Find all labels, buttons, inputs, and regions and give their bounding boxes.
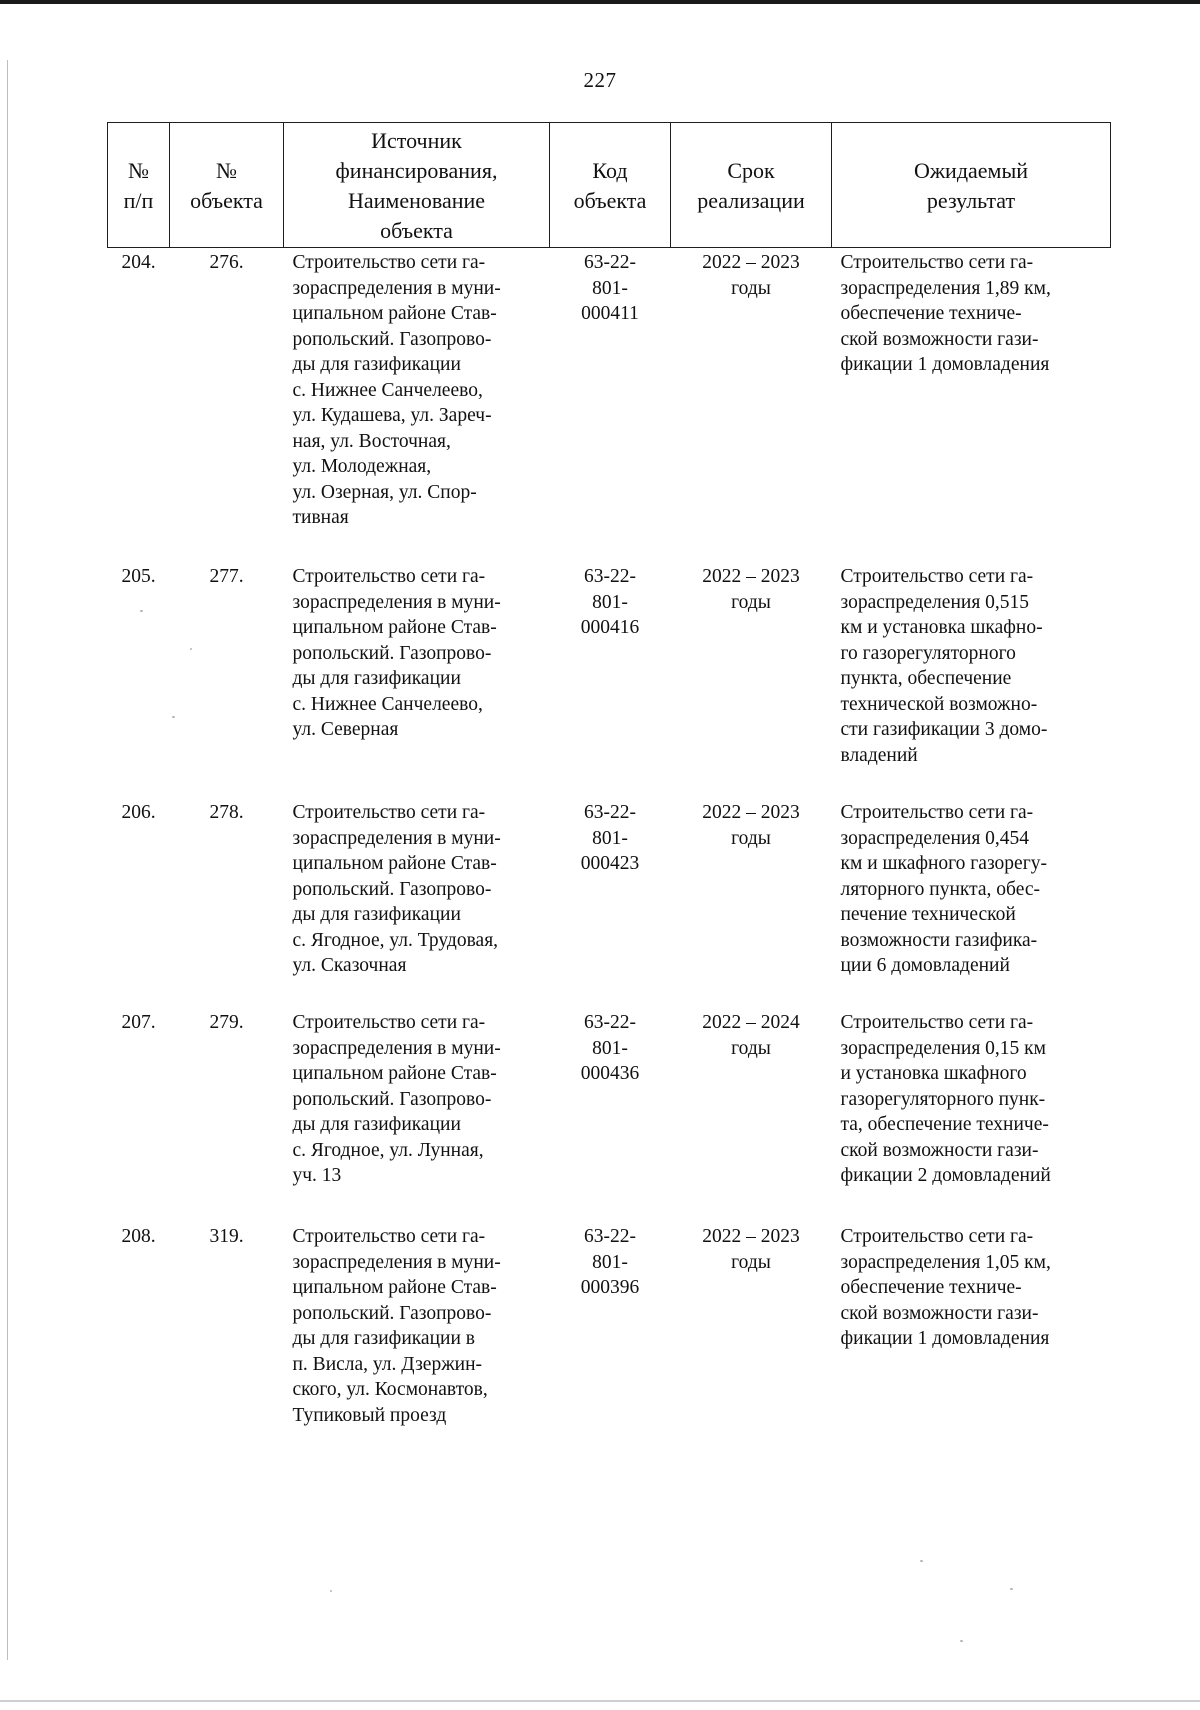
- text-line: результат: [926, 188, 1016, 213]
- text-line: го газорегуляторного: [840, 642, 1016, 664]
- object-code: [550, 248, 671, 565]
- text-line: с. Нижнее Санчелеево,: [292, 379, 483, 401]
- text-line: ул. Северная: [292, 719, 399, 740]
- text-line: ропольский. Газопрово-: [292, 1088, 492, 1110]
- funding-source: [284, 564, 550, 800]
- text-line: зораспределения 0,15 км: [840, 1037, 1046, 1059]
- text-line: Срок: [727, 158, 775, 183]
- text-line: обеспечение техниче-: [840, 1277, 1022, 1298]
- header-row-number: [108, 123, 170, 248]
- text-line: зораспределения в муни-: [292, 591, 501, 613]
- text-line: ской возможности гази-: [840, 328, 1039, 350]
- text-line: годы: [731, 827, 771, 849]
- funding-source: [284, 800, 550, 1010]
- expected-result: [832, 1224, 1111, 1464]
- text-line: ная, ул. Восточная,: [292, 430, 451, 452]
- text-line: зораспределения 1,05 км,: [840, 1251, 1051, 1273]
- scan-speck: [140, 610, 143, 612]
- text-line: Строительство сети га-: [292, 252, 486, 273]
- implementation-term: [671, 800, 832, 1010]
- text-line: обеспечение техниче-: [840, 303, 1022, 324]
- text-line: 000411: [581, 303, 639, 324]
- text-line: 63-22-: [584, 802, 636, 823]
- text-line: Строительство сети га-: [292, 1012, 486, 1033]
- text-line: зораспределения в муни-: [292, 827, 501, 849]
- text-line: Строительство сети га-: [840, 802, 1034, 823]
- scan-top-border: [0, 0, 1200, 4]
- object-number: 319.: [209, 1226, 244, 1247]
- scan-speck: [1010, 1588, 1013, 1590]
- text-line: ского, ул. Космонавтов,: [292, 1379, 488, 1400]
- scan-speck: [172, 716, 175, 718]
- text-line: 801-: [592, 591, 628, 613]
- object-code: [550, 564, 671, 800]
- text-line: фикации 2 домовладений: [840, 1165, 1051, 1186]
- text-line: ды для газификации в: [292, 1328, 475, 1349]
- text-line: ции 6 домовладений: [840, 955, 1010, 976]
- text-line: Строительство сети га-: [840, 252, 1034, 273]
- text-line: Источник: [371, 128, 462, 153]
- implementation-term: [671, 248, 832, 565]
- expected-result: [832, 1010, 1111, 1224]
- text-line: с. Нижнее Санчелеево,: [292, 693, 483, 715]
- text-line: 63-22-: [584, 1226, 636, 1247]
- text-line: та, обеспечение техниче-: [840, 1114, 1049, 1135]
- text-line: п. Висла, ул. Дзержин-: [292, 1353, 483, 1375]
- text-line: сти газификации 3 домо-: [840, 719, 1048, 740]
- text-line: Строительство сети га-: [840, 1012, 1034, 1033]
- text-line: Тупиковый проезд: [292, 1404, 447, 1426]
- expected-result: [832, 248, 1111, 565]
- text-line: Ожидаемый: [913, 158, 1029, 183]
- page-number: 227: [583, 68, 617, 92]
- text-line: годы: [731, 1037, 771, 1059]
- text-line: 2022 – 2023: [702, 252, 800, 273]
- text-line: Строительство сети га-: [840, 1226, 1034, 1247]
- text-line: уч. 13: [292, 1165, 342, 1186]
- text-line: ропольский. Газопрово-: [292, 328, 492, 350]
- implementation-term: [671, 564, 832, 800]
- text-line: 63-22-: [584, 566, 636, 587]
- text-line: зораспределения в муни-: [292, 1251, 501, 1273]
- row-number: 205.: [121, 566, 156, 587]
- text-line: ропольский. Газопрово-: [292, 878, 492, 900]
- text-line: зораспределения 0,454: [840, 827, 1030, 849]
- text-line: №: [128, 158, 149, 183]
- table-row: [108, 800, 1111, 1010]
- text-line: 801-: [592, 1037, 628, 1059]
- text-line: 000416: [580, 617, 640, 638]
- text-line: ской возможности гази-: [840, 1139, 1039, 1161]
- row-number: 204.: [121, 252, 156, 273]
- text-line: п/п: [123, 188, 154, 213]
- table-row: [108, 564, 1111, 800]
- text-line: Строительство сети га-: [292, 802, 486, 823]
- text-line: ды для газификации: [292, 904, 461, 925]
- text-line: зораспределения в муни-: [292, 277, 501, 299]
- text-line: объекта: [380, 218, 453, 243]
- scan-left-edge: [7, 60, 8, 1660]
- header-funding-source: [284, 123, 550, 248]
- text-line: ципальном районе Став-: [292, 617, 497, 638]
- text-line: с. Ягодное, ул. Трудовая,: [292, 929, 499, 951]
- text-line: объекта: [573, 188, 647, 213]
- scan-speck: [920, 1560, 923, 1562]
- text-line: финансирования,: [335, 158, 498, 183]
- text-line: ципальном районе Став-: [292, 1063, 497, 1084]
- text-line: зораспределения в муни-: [292, 1037, 501, 1059]
- row-number: 208.: [121, 1226, 156, 1247]
- text-line: ляторного пункта, обес-: [840, 878, 1040, 900]
- implementation-term: [671, 1010, 832, 1224]
- scan-speck: [190, 648, 192, 650]
- text-line: ципальном районе Став-: [292, 303, 497, 324]
- text-line: пункта, обеспечение: [840, 668, 1012, 689]
- scan-bottom-edge: [0, 1700, 1200, 1702]
- text-line: ропольский. Газопрово-: [292, 642, 492, 664]
- header-object-number: [170, 123, 284, 248]
- text-line: 63-22-: [584, 252, 636, 273]
- text-line: тивная: [292, 507, 349, 528]
- object-number: 276.: [209, 252, 244, 273]
- text-line: зораспределения 1,89 км,: [840, 277, 1051, 299]
- text-line: 63-22-: [584, 1012, 636, 1033]
- object-number: 277.: [209, 566, 244, 587]
- text-line: ципальном районе Став-: [292, 853, 497, 874]
- text-line: ул. Молодежная,: [292, 456, 432, 477]
- text-line: ды для газификации: [292, 668, 461, 689]
- text-line: 2022 – 2023: [702, 1226, 800, 1247]
- scan-speck: [960, 1640, 963, 1642]
- text-line: ды для газификации: [292, 1114, 461, 1135]
- text-line: и установка шкафного: [840, 1063, 1027, 1084]
- text-line: ской возможности гази-: [840, 1302, 1039, 1324]
- text-line: 801-: [592, 1251, 628, 1273]
- text-line: годы: [731, 1251, 771, 1273]
- text-line: 000423: [580, 853, 640, 874]
- row-number: 206.: [121, 802, 156, 823]
- text-line: владений: [840, 744, 918, 766]
- text-line: 801-: [592, 277, 628, 299]
- text-line: Строительство сети га-: [292, 566, 486, 587]
- text-line: объекта: [190, 188, 263, 213]
- header-object-code: [550, 123, 671, 248]
- funding-source: [284, 1224, 550, 1464]
- text-line: Строительство сети га-: [292, 1226, 486, 1247]
- text-line: фикации 1 домовладения: [840, 354, 1050, 375]
- text-line: реализации: [697, 188, 805, 213]
- text-line: печение технической: [840, 904, 1016, 925]
- text-line: км и шкафного газорегу-: [840, 853, 1047, 874]
- text-line: №: [216, 158, 237, 183]
- funding-source: [284, 248, 550, 565]
- object-number: 279.: [209, 1012, 244, 1033]
- table-row: [108, 248, 1111, 565]
- text-line: с. Ягодное, ул. Лунная,: [292, 1139, 484, 1161]
- text-line: 2022 – 2024: [702, 1012, 800, 1033]
- funding-source: [284, 1010, 550, 1224]
- text-line: 801-: [592, 827, 628, 849]
- text-line: годы: [731, 591, 771, 613]
- text-line: 000396: [580, 1277, 640, 1298]
- implementation-term: [671, 1224, 832, 1464]
- text-line: ды для газификации: [292, 354, 461, 375]
- text-line: зораспределения 0,515: [840, 591, 1030, 613]
- text-line: технической возможно-: [840, 693, 1038, 715]
- table-row: [108, 1010, 1111, 1224]
- object-code: [550, 800, 671, 1010]
- text-line: 2022 – 2023: [702, 566, 800, 587]
- scan-speck: [330, 1590, 332, 1592]
- object-number: 278.: [209, 802, 244, 823]
- text-line: возможности газифика-: [840, 929, 1038, 951]
- header-term: [671, 123, 832, 248]
- expected-result: [832, 800, 1111, 1010]
- table-header-row: [108, 123, 1111, 248]
- text-line: Наименование: [347, 188, 486, 213]
- text-line: ципальном районе Став-: [292, 1277, 497, 1298]
- text-line: ропольский. Газопрово-: [292, 1302, 492, 1324]
- text-line: годы: [731, 277, 771, 299]
- text-line: ул. Озерная, ул. Спор-: [292, 481, 477, 503]
- text-line: Строительство сети га-: [840, 566, 1034, 587]
- text-line: 000436: [580, 1063, 640, 1084]
- text-line: фикации 1 домовладения: [840, 1328, 1050, 1349]
- row-number: 207.: [121, 1012, 156, 1033]
- header-expected-result: [832, 123, 1111, 248]
- text-line: Код: [592, 158, 628, 183]
- text-line: ул. Кудашева, ул. Зареч-: [292, 405, 492, 426]
- text-line: ул. Сказочная: [292, 955, 407, 976]
- text-line: км и установка шкафно-: [840, 617, 1043, 638]
- program-objects-table: [107, 122, 1111, 1464]
- table-row: [108, 1224, 1111, 1464]
- object-code: [550, 1010, 671, 1224]
- text-line: газорегуляторного пунк-: [840, 1088, 1046, 1110]
- object-code: [550, 1224, 671, 1464]
- text-line: 2022 – 2023: [702, 802, 800, 823]
- expected-result: [832, 564, 1111, 800]
